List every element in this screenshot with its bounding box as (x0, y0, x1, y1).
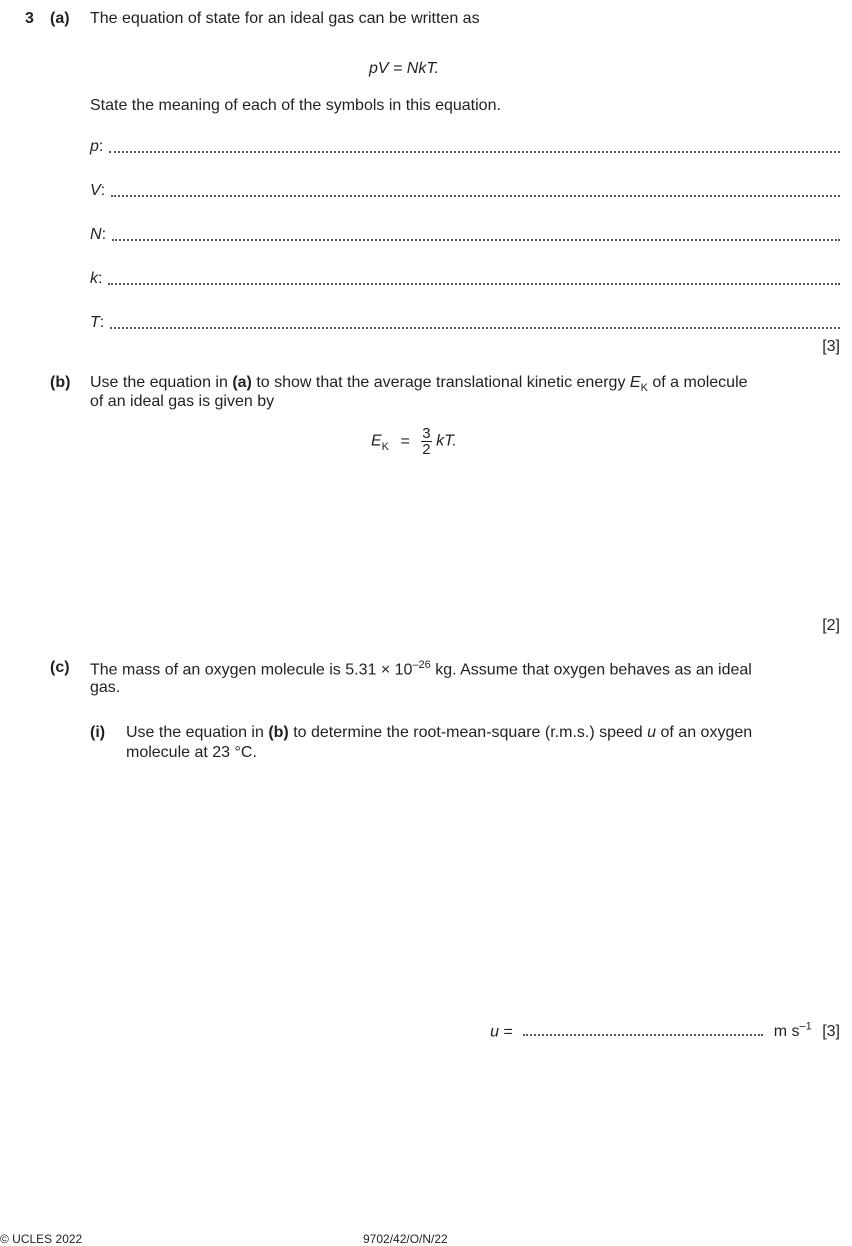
footer-paper-code: 9702/42/O/N/22 (363, 1232, 448, 1246)
sub-part-i-marks: [3] (822, 1023, 840, 1041)
part-c-text-line2: gas. (90, 679, 121, 696)
symbol-label: p (90, 138, 99, 155)
dotted-answer-line (110, 313, 840, 329)
part-b-label: (b) (50, 374, 71, 391)
dotted-answer-line (112, 225, 840, 241)
sub-part-i-text-line2: molecule at 23 °C. (126, 744, 257, 761)
equation-of-state: pV = NkT. (369, 60, 440, 77)
part-b-answer-space[interactable] (90, 480, 840, 610)
symbol-label: N (90, 226, 102, 243)
symbol-label: V (90, 182, 101, 199)
part-b-text-line2: of an ideal gas is given by (90, 393, 275, 410)
question-number: 3 (25, 10, 34, 27)
part-c-text: The mass of an oxygen molecule is $5.31 \times 10^{-26}$ kg. Assume that oxygen behaves as an ideal (90, 659, 752, 679)
dotted-answer-line (109, 137, 840, 153)
answer-line-p[interactable]: p: (90, 136, 840, 156)
sub-part-i-text: Use the equation in (b) to determine the root-mean-square (r.m.s.) speed u of an oxygen (126, 724, 753, 741)
answer-line-u[interactable]: u = m $s^{-1}$ [3] (490, 1021, 840, 1041)
answer-line-t[interactable]: T: (90, 312, 840, 332)
part-a-marks: [3] (822, 338, 840, 355)
part-reference: (b) (268, 724, 289, 741)
answer-line-n[interactable]: N: (90, 224, 840, 244)
fraction-three-halves: $\frac{3}{2}$ (422, 425, 431, 458)
kinetic-energy-equation: $E_K$ = $\frac{3}{2}$ kT. (371, 425, 457, 458)
dotted-answer-line (108, 269, 840, 285)
part-c-label: (c) (50, 659, 70, 676)
part-b-text: Use the equation in (a) to show that the average translational kinetic energy $E_K$ of a molecule (90, 374, 748, 395)
unit: m $s^{-1}$ (773, 1021, 812, 1041)
sub-part-i-working-space[interactable] (126, 780, 840, 990)
footer-copyright: © UCLES 2022 (0, 1232, 83, 1246)
part-a-label: (a) (50, 10, 70, 27)
part-reference: (a) (232, 374, 252, 391)
part-a-instruction: State the meaning of each of the symbols in this equation. (90, 97, 501, 114)
part-b-marks: [2] (822, 617, 840, 634)
dotted-answer-line (523, 1021, 763, 1036)
symbol-label: k (90, 270, 98, 287)
answer-line-k[interactable]: k: (90, 268, 840, 288)
dotted-answer-line (111, 181, 840, 197)
answer-line-v[interactable]: V: (90, 180, 840, 200)
part-a-intro: The equation of state for an ideal gas can be written as (90, 10, 480, 27)
symbol-label: T (90, 314, 100, 331)
sub-part-i-label: (i) (90, 724, 106, 741)
